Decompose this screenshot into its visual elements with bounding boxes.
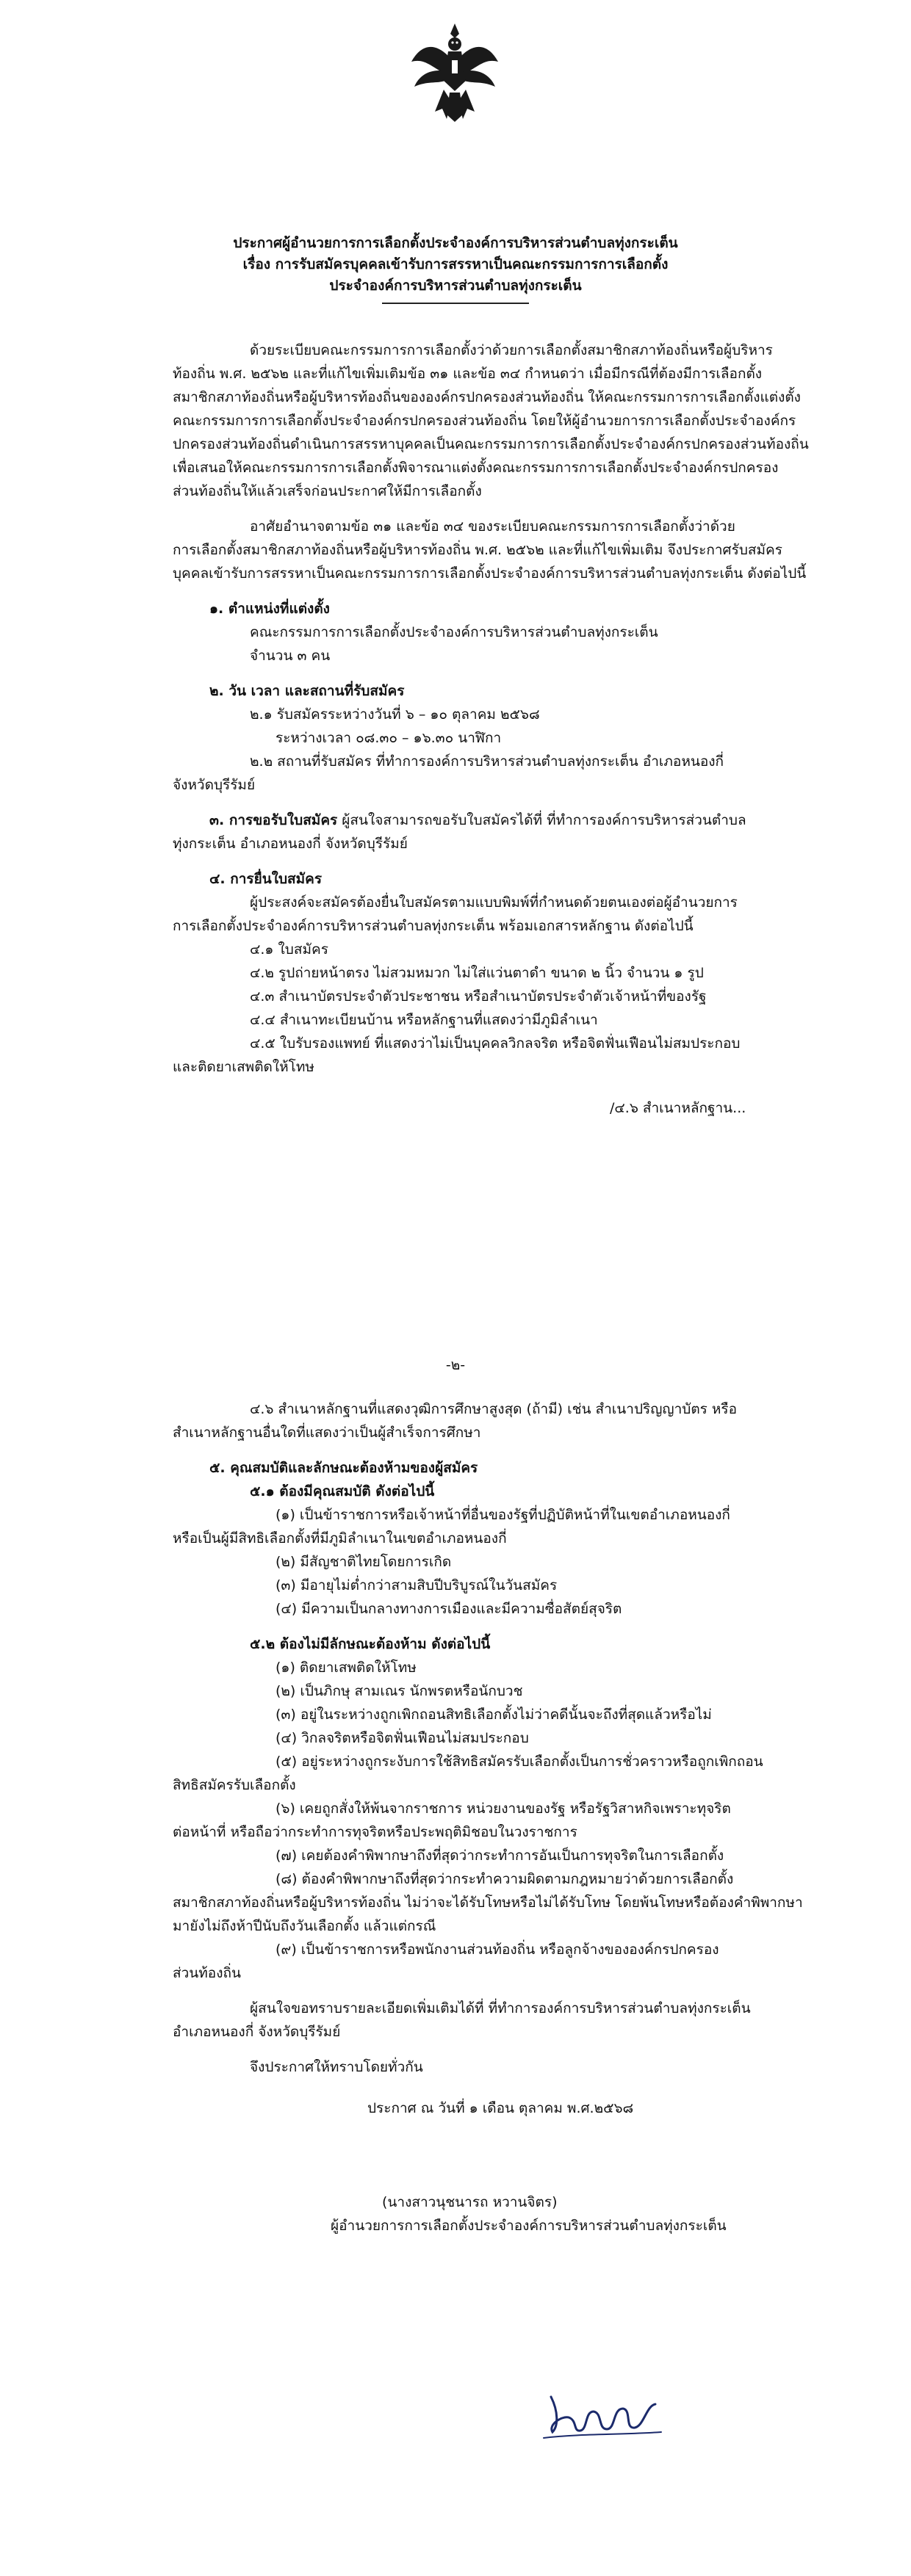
section-1-line: คณะกรรมการการเลือกตั้งประจำองค์การบริหารส่วนตำบลทุ่งกระเต็น [250, 624, 658, 640]
signer-title: ผู้อำนวยการการเลือกตั้งประจำองค์การบริหารส่วนตำบลทุ่งกระเต็น [331, 2218, 727, 2234]
qualification-line: (๒) มีสัญชาติไทยโดยการเกิด [276, 1554, 452, 1570]
section-2-line: ๒.๒ สถานที่รับสมัคร ที่ทำการองค์การบริหารส่วนตำบลทุ่งกระเต็น อำเภอหนองกี่ [250, 753, 724, 770]
section-4-line: ๔.๒ รูปถ่ายหน้าตรง ไม่สวมหมวก ไม่ใส่แว่นตาดำ ขนาด ๒ นิ้ว จำนวน ๑ รูป [250, 965, 704, 981]
prohibition-line: (๒) เป็นภิกษุ สามเณร นักพรตหรือนักบวช [276, 1683, 523, 1699]
document-page-2 [0, 1288, 911, 2576]
section-4-line: การเลือกตั้งประจำองค์การบริหารส่วนตำบลทุ่งกระเต็น พร้อมเอกสารหลักฐาน ดังต่อไปนี้ [173, 918, 694, 934]
qualification-line: (๓) มีอายุไม่ต่ำกว่าสามสิบปีบริบูรณ์ในวันสมัคร [276, 1577, 558, 1593]
contact-line: ผู้สนใจขอทราบรายละเอียดเพิ่มเติมได้ที่ ที่ทำการองค์การบริหารส่วนตำบลทุ่งกระเต็น [250, 2000, 751, 2016]
closing-statement: จึงประกาศให้ทราบโดยทั่วกัน [250, 2059, 423, 2075]
section-3-title: ๓. การขอรับใบสมัคร [209, 812, 338, 828]
prohibition-line: (๗) เคยต้องคำพิพากษาถึงที่สุดว่ากระทำการอันเป็นการทุจริตในการเลือกตั้ง [276, 1848, 724, 1864]
section-2-title: ๒. วัน เวลา และสถานที่รับสมัคร [209, 683, 405, 699]
preamble-line: ปกครองส่วนท้องถิ่นดำเนินการสรรหาบุคคลเป็นคณะกรรมการการเลือกตั้งประจำองค์กรปกครองส่วนท้องถิ่น [173, 436, 809, 452]
authority-line: การเลือกตั้งสมาชิกสภาท้องถิ่นหรือผู้บริหารท้องถิ่น พ.ศ. ๒๕๖๒ และที่แก้ไขเพิ่มเติม จึงประกาศรับสมัคร [173, 542, 782, 558]
section-5-1-title: ๕.๑ ต้องมีคุณสมบัติ ดังต่อไปนี้ [250, 1483, 435, 1499]
page-number: -๒- [445, 1357, 466, 1373]
preamble-line: ส่วนท้องถิ่นให้แล้วเสร็จก่อนประกาศให้มีการเลือกตั้ง [173, 483, 482, 499]
section-4-line: ๔.๑ ใบสมัคร [250, 941, 328, 958]
qualification-line: (๑) เป็นข้าราชการหรือเจ้าหน้าที่อื่นของรัฐที่ปฏิบัติหน้าที่ในเขตอำเภอหนองกี่ [276, 1507, 730, 1523]
section-5-title: ๕. คุณสมบัติและลักษณะต้องห้ามของผู้สมัคร [209, 1460, 478, 1476]
prohibition-line: (๘) ต้องคำพิพากษาถึงที่สุดว่ากระทำความผิดตามกฎหมายว่าด้วยการเลือกตั้ง [276, 1871, 734, 1887]
prohibition-line: (๑) ติดยาเสพติดให้โทษ [276, 1660, 417, 1676]
section-3-line: ทุ่งกระเต็น อำเภอหนองกี่ จังหวัดบุรีรัมย์ [173, 836, 408, 852]
announcement-subject-line2: ประจำองค์การบริหารส่วนตำบลทุ่งกระเต็น [329, 278, 582, 294]
authority-line: บุคคลเข้ารับการสรรหาเป็นคณะกรรมการการเลือกตั้งประจำองค์การบริหารส่วนตำบลทุ่งกระเต็น ดังต่อไปนี้ [173, 565, 807, 582]
prohibition-line: (๓) อยู่ในระหว่างถูกเพิกถอนสิทธิเลือกตั้งไม่ว่าคดีนั้นจะถึงที่สุดแล้วหรือไม่ [276, 1707, 712, 1723]
qualification-line: หรือเป็นผู้มีสิทธิเลือกตั้งที่มีภูมิลำเนาในเขตอำเภอหนองกี่ [173, 1530, 507, 1546]
section-4-line: ๔.๔ สำเนาทะเบียนบ้าน หรือหลักฐานที่แสดงว่ามีภูมิลำเนา [250, 1012, 598, 1028]
preamble-line: ด้วยระเบียบคณะกรรมการการเลือกตั้งว่าด้วยการเลือกตั้งสมาชิกสภาท้องถิ่นหรือผู้บริหาร [250, 342, 773, 358]
contact-line: อำเภอหนองกี่ จังหวัดบุรีรัมย์ [173, 2024, 341, 2040]
preamble-line: เพื่อเสนอให้คณะกรรมการการเลือกตั้งพิจารณาแต่งตั้งคณะกรรมการการเลือกตั้งประจำองค์กรปกครอง [173, 460, 779, 476]
preamble-line: คณะกรรมการการเลือกตั้งประจำองค์กรปกครองส่วนท้องถิ่น โดยให้ผู้อำนวยการการเลือกตั้งประจำองค์กร [173, 413, 796, 429]
section-4-line: และติดยาเสพติดให้โทษ [173, 1059, 314, 1075]
preamble-line: สมาชิกสภาท้องถิ่นหรือผู้บริหารท้องถิ่นขององค์กรปกครองส่วนท้องถิ่น ให้คณะกรรมการการเลือกตั้งแต่งตั้ง [173, 389, 801, 405]
prohibition-line: (๔) วิกลจริตหรือจิตฟั่นเฟือนไม่สมประกอบ [276, 1730, 529, 1746]
qualification-line: (๔) มีความเป็นกลางทางการเมืองและมีความซื่อสัตย์สุจริต [276, 1601, 622, 1617]
continued-marker: /๔.๖ สำเนาหลักฐาน... [610, 1100, 746, 1116]
section-4-line: ๔.๓ สำเนาบัตรประจำตัวประชาชน หรือสำเนาบัตรประจำตัวเจ้าหน้าที่ของรัฐ [250, 988, 707, 1005]
section-3-line: ผู้สนใจสามารถขอรับใบสมัครได้ที่ ที่ทำการองค์การบริหารส่วนตำบล [342, 812, 746, 828]
section-4-line: ผู้ประสงค์จะสมัครต้องยื่นใบสมัครตามแบบพิมพ์ที่กำหนดด้วยตนเองต่อผู้อำนวยการ [250, 894, 738, 911]
section-1-title: ๑. ตำแหน่งที่แต่งตั้ง [209, 601, 330, 617]
section-4-line: ๔.๕ ใบรับรองแพทย์ ที่แสดงว่าไม่เป็นบุคคลวิกลจริต หรือจิตฟั่นเฟือนไม่สมประกอบ [250, 1035, 741, 1052]
section-5-2-title: ๕.๒ ต้องไม่มีลักษณะต้องห้าม ดังต่อไปนี้ [250, 1636, 491, 1652]
section-3-row [209, 811, 746, 830]
prohibition-line: (๙) เป็นข้าราชการหรือพนักงานส่วนท้องถิ่น หรือลูกจ้างขององค์กรปกครอง [276, 1942, 719, 1958]
prohibition-line: ต่อหน้าที่ หรือถือว่ากระทำการทุจริตหรือประพฤติมิชอบในวงราชการ [173, 1824, 577, 1840]
preamble-line: ท้องถิ่น พ.ศ. ๒๕๖๒ และที่แก้ไขเพิ่มเติมข้อ ๓๑ และข้อ ๓๔ กำหนดว่า เมื่อมีกรณีที่ต้องมีการเลือกตั้ง [173, 366, 763, 382]
authority-line: อาศัยอำนาจตามข้อ ๓๑ และข้อ ๓๔ ของระเบียบคณะกรรมการการเลือกตั้งว่าด้วย [250, 518, 735, 535]
handwritten-signature [536, 2387, 669, 2445]
section-1-line: จำนวน ๓ คน [250, 648, 331, 664]
title-separator [382, 303, 529, 304]
section-2-line: ระหว่างเวลา ๐๘.๓๐ – ๑๖.๓๐ นาฬิกา [276, 730, 502, 746]
announcement-date: ประกาศ ณ วันที่ ๑ เดือน ตุลาคม พ.ศ.๒๕๖๘ [367, 2100, 634, 2116]
signer-name: (นางสาวนุชนารถ หวานจิตร) [382, 2194, 558, 2210]
prohibition-line: สมาชิกสภาท้องถิ่นหรือผู้บริหารท้องถิ่น ไม่ว่าจะได้รับโทษหรือไม่ได้รับโทษ โดยพ้นโทษหรือต้องคำพิพากษา [173, 1895, 803, 1911]
section-2-line: จังหวัดบุรีรัมย์ [173, 777, 256, 793]
garuda-emblem-icon [407, 19, 503, 129]
announcement-subject: เรื่อง การรับสมัครบุคคลเข้ารับการสรรหาเป็นคณะกรรมการการเลือกตั้ง [242, 256, 669, 272]
announcement-title: ประกาศผู้อำนวยการการเลือกตั้งประจำองค์การบริหารส่วนตำบลทุ่งกระเต็น [233, 235, 678, 251]
prohibition-line: (๖) เคยถูกสั่งให้พ้นจากราชการ หน่วยงานของรัฐ หรือรัฐวิสาหกิจเพราะทุจริต [276, 1801, 731, 1817]
prohibition-line: ส่วนท้องถิ่น [173, 1965, 241, 1981]
section-2-line: ๒.๑ รับสมัครระหว่างวันที่ ๖ – ๑๐ ตุลาคม ๒๕๖๘ [250, 706, 540, 723]
prohibition-line: มายังไม่ถึงห้าปีนับถึงวันเลือกตั้ง แล้วแต่กรณี [173, 1918, 436, 1934]
section-4-title: ๔. การยื่นใบสมัคร [209, 871, 323, 887]
intro-line: สำเนาหลักฐานอื่นใดที่แสดงว่าเป็นผู้สำเร็จการศึกษา [173, 1425, 481, 1441]
prohibition-line: สิทธิสมัครรับเลือกตั้ง [173, 1777, 296, 1793]
prohibition-line: (๕) อยู่ระหว่างถูกระงับการใช้สิทธิสมัครรับเลือกตั้งเป็นการชั่วคราวหรือถูกเพิกถอน [276, 1754, 763, 1770]
intro-line: ๔.๖ สำเนาหลักฐานที่แสดงวุฒิการศึกษาสูงสุด (ถ้ามี) เช่น สำเนาปริญญาบัตร หรือ [250, 1401, 738, 1417]
